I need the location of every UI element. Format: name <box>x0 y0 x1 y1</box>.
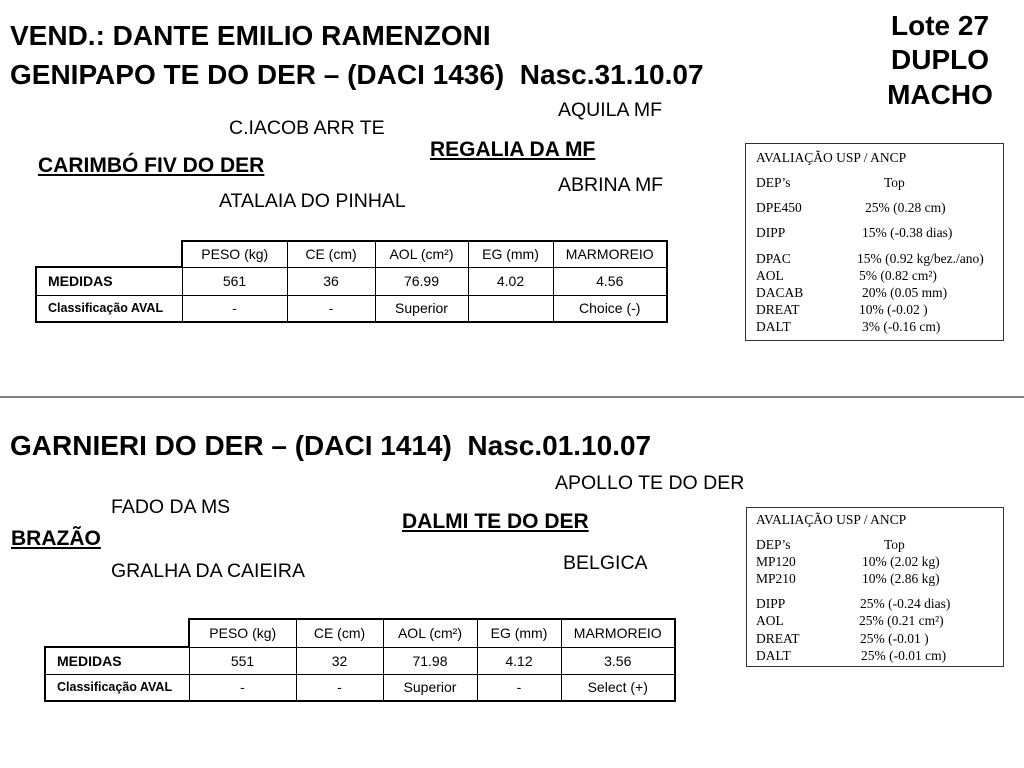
cell-ce: 36 <box>287 267 375 295</box>
evaluation-label: DPE450 <box>756 199 802 215</box>
row-label: Classificação AVAL <box>45 674 189 701</box>
animal-1-sire-sire: C.IACOB ARR TE <box>229 117 385 139</box>
table-row <box>45 674 675 701</box>
table-header-row <box>45 619 675 647</box>
lot-label <box>880 9 1000 112</box>
evaluation-value: 3% (-0.16 cm) <box>862 318 941 334</box>
header-marmoreio: MARMOREIO <box>561 619 675 647</box>
table-row <box>45 647 675 674</box>
evaluation-label: AOL <box>756 612 784 628</box>
row-label: Classificação AVAL <box>36 295 182 322</box>
row-label: MEDIDAS <box>36 267 182 295</box>
evaluation-title: AVALIAÇÃO USP / ANCP <box>756 511 907 527</box>
table-header-row <box>36 241 667 267</box>
row-label: MEDIDAS <box>45 647 189 674</box>
cell-marmoreio: Choice (-) <box>553 295 667 322</box>
evaluation-row <box>746 284 1003 301</box>
evaluation-row <box>746 224 1003 241</box>
seller-name: VEND.: DANTE EMILIO RAMENZONI <box>10 20 491 51</box>
evaluation-label: DIPP <box>756 224 786 240</box>
animal-2-sire-sire: FADO DA MS <box>111 496 231 518</box>
cell-marmoreio: Select (+) <box>561 674 675 701</box>
evaluation-value: 10% (-0.02 ) <box>859 301 928 317</box>
table-corner-cell <box>36 241 182 267</box>
evaluation-title: AVALIAÇÃO USP / ANCP <box>756 149 907 165</box>
evaluation-value: Top <box>884 174 905 190</box>
animal-2-evaluation-box <box>746 507 1004 667</box>
cell-aol: 71.98 <box>383 647 477 674</box>
cell-eg <box>468 295 553 322</box>
evaluation-value: 10% (2.86 kg) <box>862 570 940 586</box>
table-row <box>36 267 667 295</box>
animal-1-measurements-table <box>35 240 668 323</box>
evaluation-value: Top <box>884 536 905 552</box>
evaluation-value: 20% (0.05 mm) <box>862 284 948 300</box>
evaluation-value: 5% (0.82 cm²) <box>859 267 937 283</box>
cell-marmoreio: 4.56 <box>553 267 667 295</box>
animal-2-sire: BRAZÃO <box>11 527 101 550</box>
animal-2-sire-dam: GRALHA DA CAIEIRA <box>111 560 305 582</box>
evaluation-value: 25% (-0.24 dias) <box>860 595 951 611</box>
table-row <box>36 295 667 322</box>
evaluation-label: DREAT <box>756 630 800 646</box>
evaluation-value: 15% (-0.38 dias) <box>862 224 953 240</box>
cell-aol: Superior <box>383 674 477 701</box>
evaluation-value: 15% (0.92 kg/bez./ano) <box>857 250 984 266</box>
evaluation-row <box>747 630 1003 647</box>
cell-ce: 32 <box>296 647 383 674</box>
evaluation-label: MP120 <box>756 553 796 569</box>
evaluation-label: DEP’s <box>756 174 791 190</box>
cell-peso: - <box>182 295 287 322</box>
cell-peso: 551 <box>189 647 296 674</box>
header-aol: AOL (cm²) <box>383 619 477 647</box>
animal-2-title: GARNIERI DO DER – (DACI 1414) Nasc.01.10.07 <box>10 430 652 461</box>
animal-1-dam-dam: ABRINA MF <box>558 174 664 196</box>
evaluation-row <box>746 318 1003 335</box>
cell-eg: - <box>477 674 561 701</box>
cell-ce: - <box>287 295 375 322</box>
cell-ce: - <box>296 674 383 701</box>
evaluation-row <box>747 595 1003 612</box>
evaluation-row <box>747 536 1003 553</box>
evaluation-label: MP210 <box>756 570 796 586</box>
animal-1-dam: REGALIA DA MF <box>430 138 596 161</box>
evaluation-title-line <box>746 149 1003 166</box>
evaluation-value: 25% (0.28 cm) <box>865 199 946 215</box>
cell-aol: Superior <box>375 295 468 322</box>
animal-1-dam-sire: AQUILA MF <box>558 99 663 121</box>
header-marmoreio: MARMOREIO <box>553 241 667 267</box>
evaluation-title-line <box>747 511 1003 528</box>
cell-peso: - <box>189 674 296 701</box>
header-eg: EG (mm) <box>477 619 561 647</box>
evaluation-row <box>747 647 1003 664</box>
lot-type-line2: MACHO <box>887 78 993 110</box>
evaluation-label: DIPP <box>756 595 786 611</box>
evaluation-row <box>746 301 1003 318</box>
evaluation-label: DREAT <box>756 301 800 317</box>
animal-2-dam-dam: BELGICA <box>563 552 648 574</box>
animal-1-sire: CARIMBÓ FIV DO DER <box>38 154 265 177</box>
cell-aol: 76.99 <box>375 267 468 295</box>
evaluation-label: DALT <box>756 647 791 663</box>
evaluation-row <box>746 199 1003 216</box>
section-divider <box>0 396 1024 398</box>
cell-peso: 561 <box>182 267 287 295</box>
animal-1-title: GENIPAPO TE DO DER – (DACI 1436) Nasc.31.10.07 <box>10 59 704 90</box>
cell-marmoreio: 3.56 <box>561 647 675 674</box>
evaluation-label: DPAC <box>756 250 791 266</box>
evaluation-value: 25% (-0.01 cm) <box>861 647 947 663</box>
animal-2-measurements-table <box>44 618 676 702</box>
header-aol: AOL (cm²) <box>375 241 468 267</box>
lot-number: Lote 27 <box>890 10 990 41</box>
evaluation-row <box>746 267 1003 284</box>
header-peso: PESO (kg) <box>189 619 296 647</box>
evaluation-row <box>747 553 1003 570</box>
evaluation-row <box>747 570 1003 587</box>
header-ce: CE (cm) <box>287 241 375 267</box>
header-peso: PESO (kg) <box>182 241 287 267</box>
evaluation-value: 25% (0.21 cm²) <box>859 612 944 628</box>
lot-type-line1: DUPLO <box>891 44 989 76</box>
animal-2-dam-sire: APOLLO TE DO DER <box>555 472 745 494</box>
header-ce: CE (cm) <box>296 619 383 647</box>
evaluation-row <box>746 174 1003 191</box>
evaluation-row <box>746 250 1003 267</box>
header-eg: EG (mm) <box>468 241 553 267</box>
evaluation-label: DEP’s <box>756 536 791 552</box>
evaluation-row <box>747 612 1003 629</box>
evaluation-label: DALT <box>756 318 791 334</box>
evaluation-value: 25% (-0.01 ) <box>860 630 929 646</box>
animal-1-evaluation-box <box>745 143 1004 341</box>
cell-eg: 4.12 <box>477 647 561 674</box>
animal-1-sire-dam: ATALAIA DO PINHAL <box>219 190 406 212</box>
evaluation-value: 10% (2.02 kg) <box>862 553 940 569</box>
table-corner-cell <box>45 619 189 647</box>
animal-2-dam: DALMI TE DO DER <box>402 510 589 533</box>
evaluation-label: DACAB <box>756 284 804 300</box>
evaluation-label: AOL <box>756 267 784 283</box>
cell-eg: 4.02 <box>468 267 553 295</box>
